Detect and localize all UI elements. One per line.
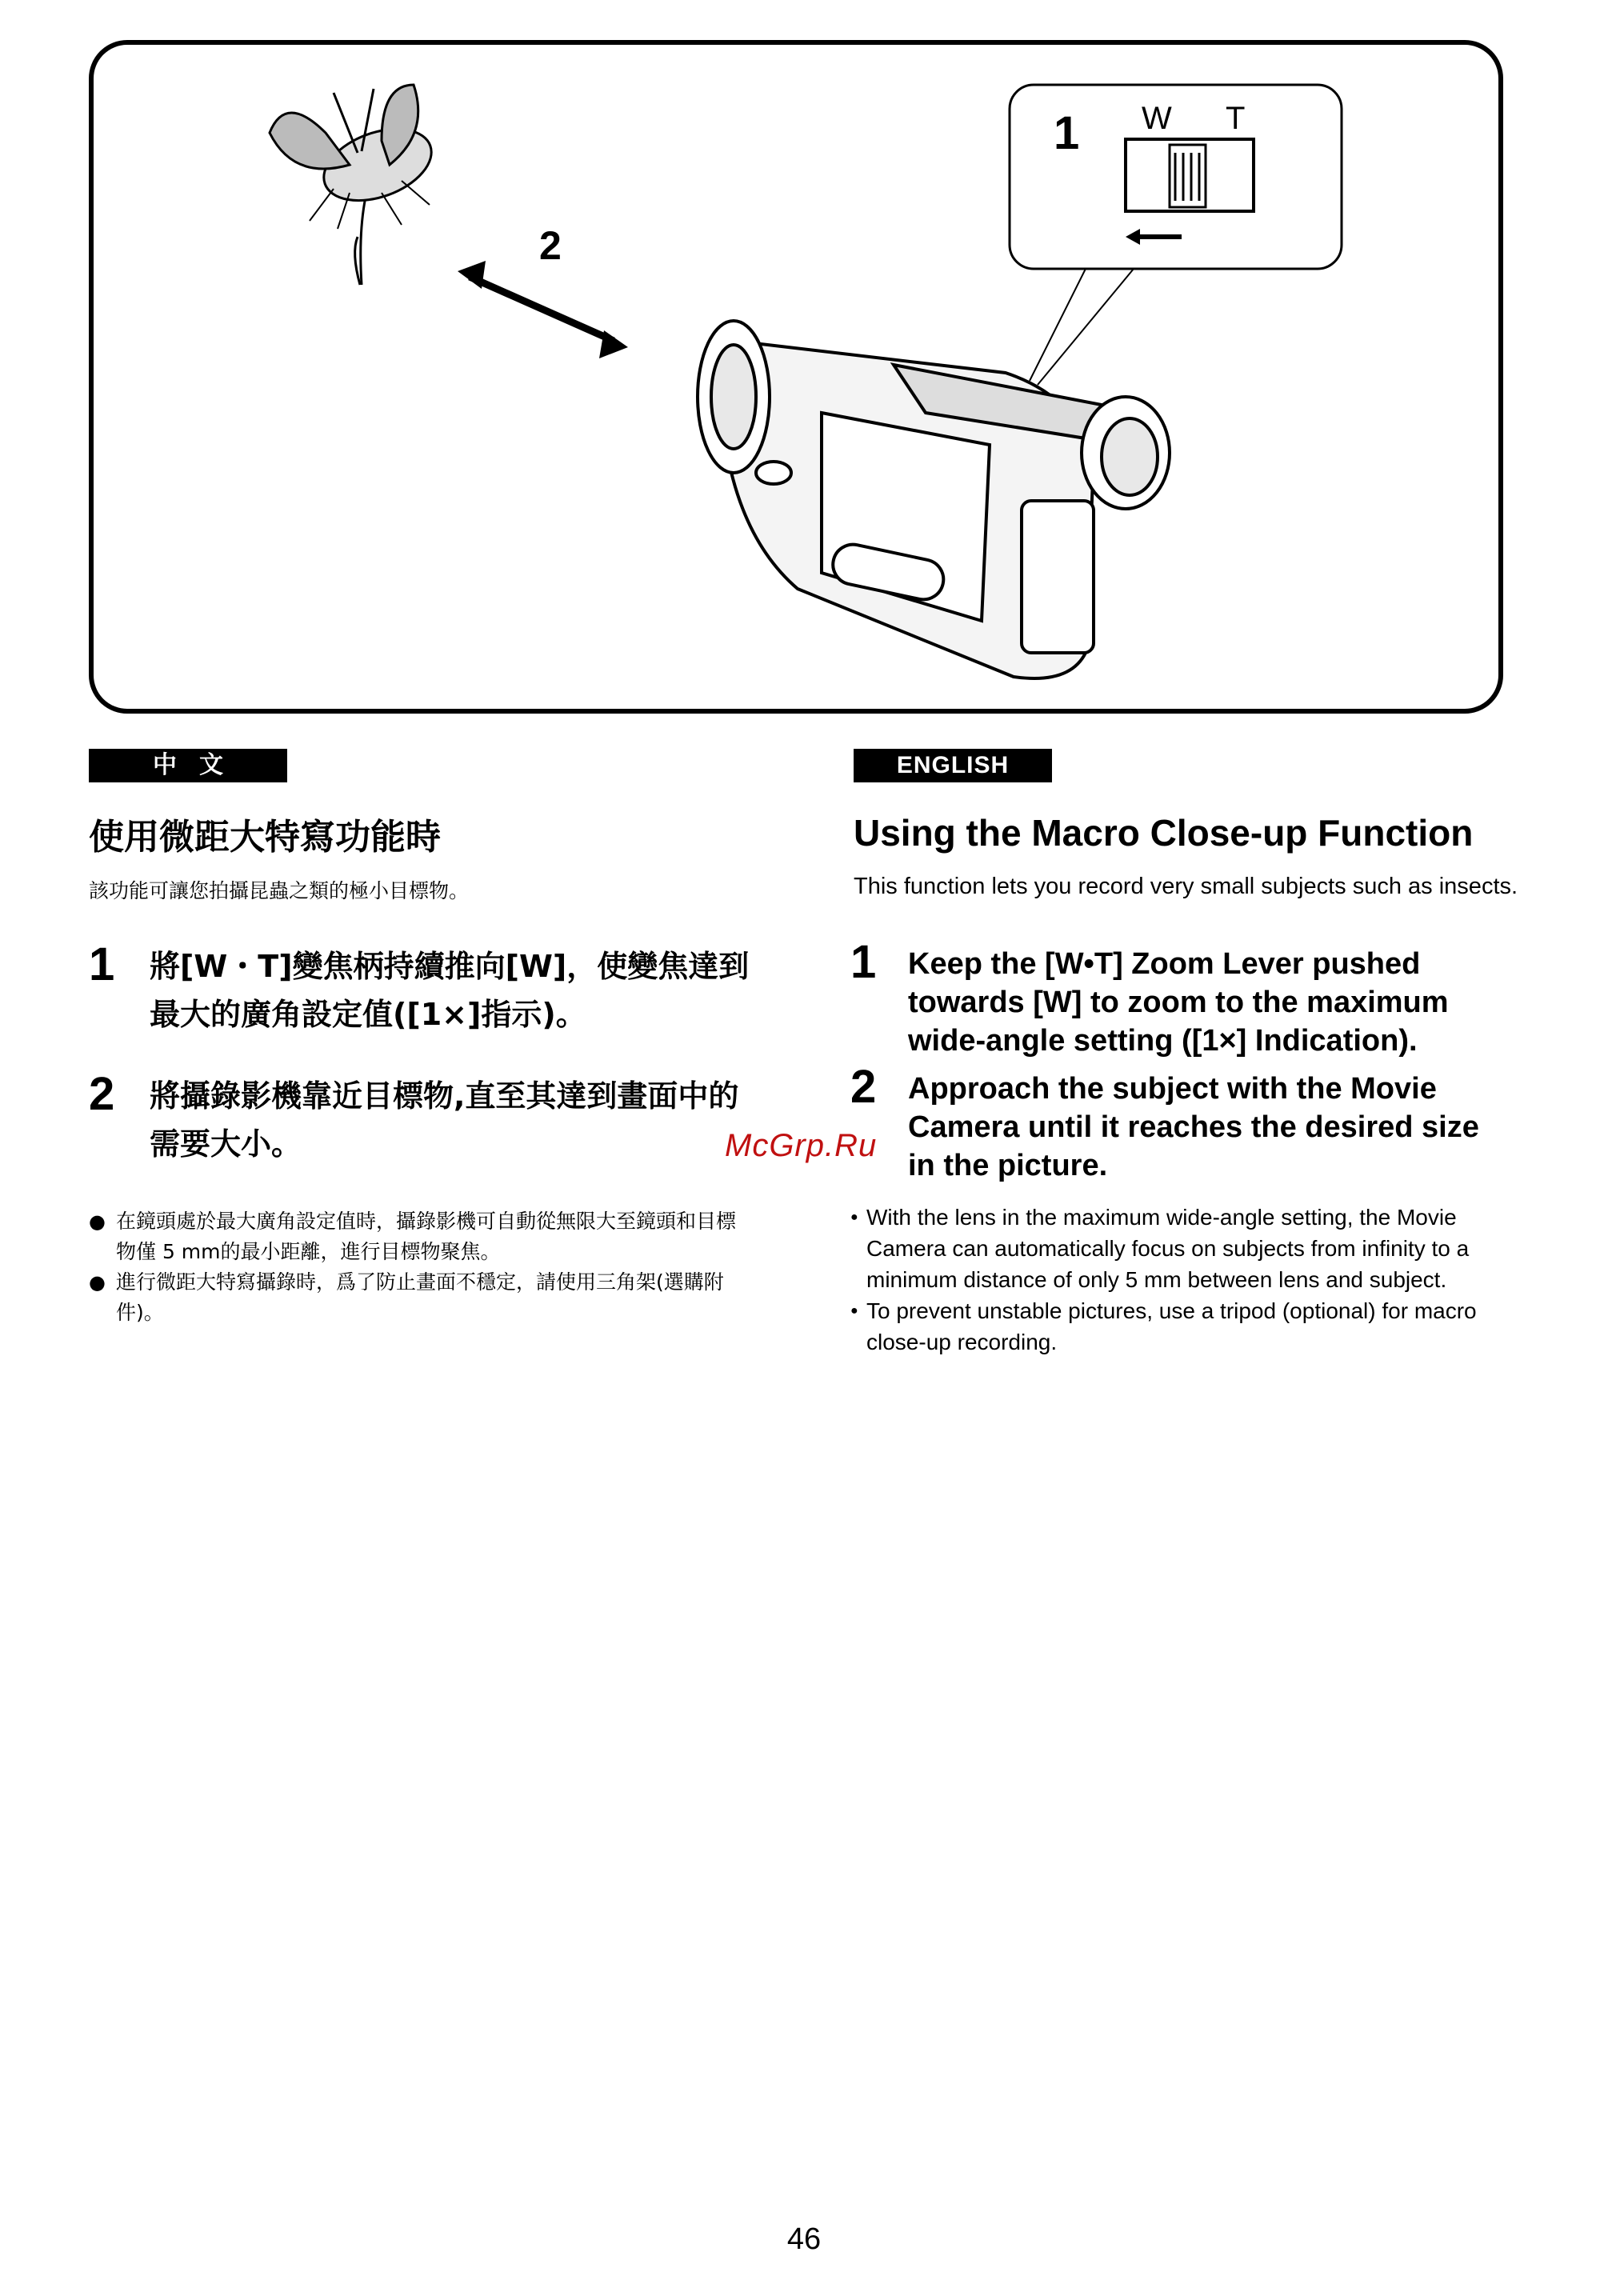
step-text: Approach the subject with the Movie Camera until it reaches the desired size in the picture. xyxy=(908,1072,1479,1182)
english-notes xyxy=(850,1202,1514,1358)
step-text: 將[W・T]變焦柄持續推向[W]，使變焦達到最大的廣角設定值([1×]指示)。 xyxy=(150,949,750,1032)
zoom-t-label: T xyxy=(1226,101,1246,136)
chinese-title: 使用微距大特寫功能時 xyxy=(89,817,441,858)
callout-step-label: 1 xyxy=(1054,107,1080,159)
camcorder-drawing xyxy=(698,321,1170,678)
macro-illustration xyxy=(94,45,1498,709)
note-item: ● 進行微距大特寫攝錄時，爲了防止畫面不穩定，請使用三角架(選購附件)。 xyxy=(89,1267,753,1328)
zoom-w-label: W xyxy=(1142,101,1172,136)
english-title: Using the Macro Close-up Function xyxy=(854,812,1474,854)
chinese-notes xyxy=(89,1206,753,1328)
step-text: Keep the [W•T] Zoom Lever pushed towards [W] to zoom to the maximum wide-angle setting ([1×] Indication). xyxy=(908,947,1449,1058)
step-number: 2 xyxy=(850,1061,877,1113)
note-item: ● To prevent unstable pictures, use a tripod (optional) for macro close-up recording. xyxy=(850,1295,1514,1358)
chinese-step-1 xyxy=(89,938,753,1038)
page-number: 46 xyxy=(786,2222,822,2256)
chinese-intro: 該功能可讓您拍攝昆蟲之類的極小目標物。 xyxy=(89,879,470,902)
chinese-step-2 xyxy=(89,1068,753,1168)
english-step-2 xyxy=(850,1061,1514,1185)
watermark: McGrp.Ru xyxy=(725,1128,878,1163)
note-item: ● 在鏡頭處於最大廣角設定值時，攝錄影機可自動從無限大至鏡頭和目標物僅 5 mm的最小距離，進行目標物聚焦。 xyxy=(89,1206,753,1267)
step-number: 1 xyxy=(850,936,877,988)
english-section-tag: ENGLISH xyxy=(854,749,1052,782)
step-number: 1 xyxy=(89,938,115,990)
illustration-frame xyxy=(89,40,1503,714)
english-intro: This function lets you record very small subjects such as insects. xyxy=(854,874,1518,899)
note-item: ● With the lens in the maximum wide-angle setting, the Movie Camera can automatically focus on subjects from infinity to a minimum distance of only 5 mm between lens and subject. xyxy=(850,1202,1514,1295)
distance-step-label: 2 xyxy=(539,223,562,268)
distance-arrow xyxy=(458,261,628,358)
english-step-1 xyxy=(850,936,1514,1060)
step-number: 2 xyxy=(89,1068,115,1120)
chinese-section-tag: 中文 xyxy=(89,749,287,782)
step-text: 將攝錄影機靠近目標物,直至其達到畫面中的需要大小。 xyxy=(150,1078,739,1162)
butterfly-flower-drawing xyxy=(270,85,441,285)
